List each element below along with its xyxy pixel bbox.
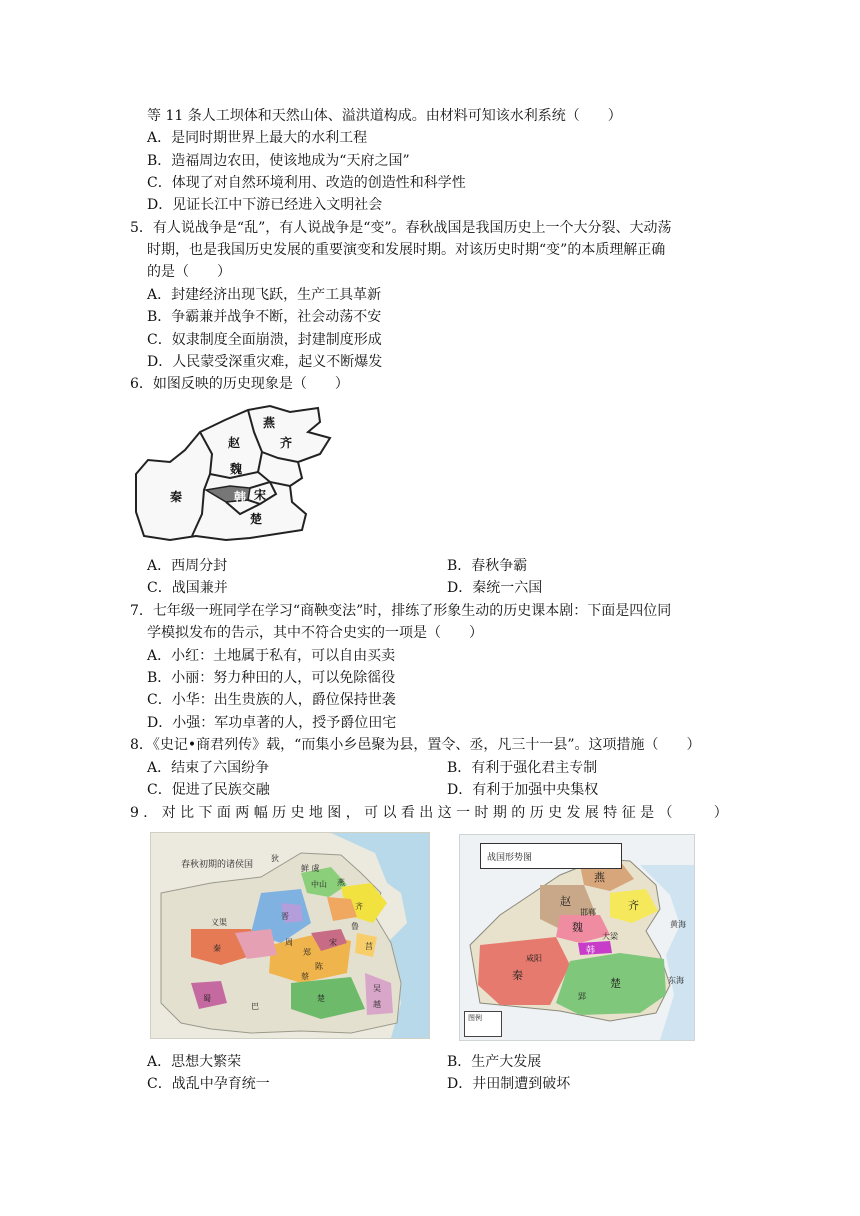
q9-map1-label: 越 xyxy=(373,1000,381,1009)
q9-map1-label: 狄 xyxy=(271,854,279,863)
q8-stem: 8．《史记•商君列传》载，“而集小乡邑聚为县，置令、丞，凡三十一县”。这项措施（ ） xyxy=(130,737,701,753)
q4-option-b[interactable]: B．造福周边农田，使该地成为“天府之国” xyxy=(147,153,410,169)
q6-map-label: 齐 xyxy=(280,436,293,450)
q7-option-d[interactable]: D．小强：军功卓著的人，授予爵位田宅 xyxy=(147,715,397,731)
q6-map-label: 秦 xyxy=(170,490,183,504)
q9-map1-label: 义渠 xyxy=(211,918,227,927)
q9-map-warring-states xyxy=(459,834,695,1041)
q9-map1-label: 郑 xyxy=(303,948,311,957)
q9-map1-label: 鲁 xyxy=(351,922,359,931)
q5-option-a[interactable]: A．封建经济出现飞跃，生产工具革新 xyxy=(147,287,382,303)
q9-map1-label: 吴 xyxy=(373,984,381,993)
q7-option-b[interactable]: B．小丽：努力种田的人，可以免除徭役 xyxy=(147,670,396,686)
q9-map1-title: 春秋初期的诸侯国 xyxy=(181,860,254,870)
q9-map2-label: 赵 xyxy=(560,895,571,908)
q9-map1-label: 周 xyxy=(285,938,293,947)
q6-map-label: 韩 xyxy=(234,490,247,504)
q9-map2-label: 齐 xyxy=(628,899,639,912)
q6-option-b[interactable]: B．春秋争霸 xyxy=(447,558,528,574)
q9-map1-label: 中山 xyxy=(311,880,327,889)
q9-map2-label: 秦 xyxy=(512,969,523,982)
q5-stem-line1: 5．有人说战争是“乱”，有人说战争是“变”。春秋战国是我国历史上一个大分裂、大动荡 xyxy=(130,220,672,236)
q9-map2-label: 郢 xyxy=(578,992,586,1001)
q9-map1-label: 陈 xyxy=(315,962,323,971)
q6-stem: 6．如图反映的历史现象是（ ） xyxy=(130,376,349,392)
q9-map1-label: 莒 xyxy=(365,942,373,951)
q9-option-a[interactable]: A．思想大繁荣 xyxy=(147,1054,242,1070)
q9-map2-title-box xyxy=(480,843,622,869)
q4-option-a[interactable]: A．是同时期世界上最大的水利工程 xyxy=(147,130,368,146)
q9-map-spring-autumn xyxy=(150,832,430,1039)
q9-map2-legend xyxy=(464,1011,502,1037)
q6-map-label: 燕 xyxy=(263,416,276,430)
q9-map1-label: 晋 xyxy=(281,912,289,921)
q6-map-label: 楚 xyxy=(250,512,263,526)
q9-option-b[interactable]: B．生产大发展 xyxy=(447,1054,542,1070)
q7-option-c[interactable]: C．小华：出生贵族的人，爵位保持世袭 xyxy=(147,692,396,708)
q9-option-c[interactable]: C．战乱中孕育统一 xyxy=(147,1076,270,1092)
q6-map-label: 魏 xyxy=(230,462,243,476)
q9-map2-label: 咸阳 xyxy=(526,954,542,963)
q9-map1-label: 宋 xyxy=(329,938,337,947)
q9-map2-label: 东海 xyxy=(668,976,684,985)
q9-map1-label: 齐 xyxy=(355,902,363,911)
q9-map1-label: 蜀 xyxy=(203,994,211,1003)
q6-option-a[interactable]: A．西周分封 xyxy=(147,558,228,574)
q8-option-c[interactable]: C．促进了民族交融 xyxy=(147,782,270,798)
q9-map1-label: 巴 xyxy=(251,1002,259,1011)
q9-map2-label: 韩 xyxy=(586,946,596,956)
q4-option-c[interactable]: C．体现了对自然环境利用、改造的创造性和科学性 xyxy=(147,175,466,191)
q6-option-d[interactable]: D．秦统一六国 xyxy=(447,580,543,596)
q9-map2-label: 魏 xyxy=(572,921,583,934)
q9-map2-label: 燕 xyxy=(594,871,605,884)
q9-map1-label: 燕 xyxy=(337,878,345,887)
q5-stem-line2: 时期，也是我国历史发展的重要演变和发展时期。对该历史时期“变”的本质理解正确 xyxy=(147,242,666,258)
q9-map1-label: 蔡 xyxy=(301,972,309,981)
q9-option-d[interactable]: D．井田制遭到破坏 xyxy=(447,1076,571,1092)
q9-map2-label: 楚 xyxy=(610,977,621,990)
q6-map-label: 宋 xyxy=(254,488,267,502)
q6-map xyxy=(130,402,345,547)
q6-map-label: 赵 xyxy=(228,436,241,450)
q8-option-a[interactable]: A．结束了六国纷争 xyxy=(147,760,270,776)
q9-map1-label: 楚 xyxy=(317,994,325,1003)
q9-map1-label: 秦 xyxy=(213,944,221,953)
q8-option-d[interactable]: D．有利于加强中央集权 xyxy=(447,782,599,798)
q4-stem-tail: 等 11 条人工坝体和天然山体、溢洪道构成。由材料可知该水利系统（ ） xyxy=(147,108,622,124)
q8-option-b[interactable]: B．有利于强化君主专制 xyxy=(447,760,598,776)
q9-map2-label: 大梁 xyxy=(602,932,618,941)
q7-stem-line2: 学模拟发布的告示，其中不符合史实的一项是（ ） xyxy=(147,625,483,641)
q7-option-a[interactable]: A．小红：土地属于私有，可以自由买卖 xyxy=(147,648,396,664)
q4-option-d[interactable]: D．见证长江中下游已经进入文明社会 xyxy=(147,197,383,213)
q9-map2-label: 黄海 xyxy=(670,920,686,929)
q5-option-b[interactable]: B．争霸兼并战争不断，社会动荡不安 xyxy=(147,309,382,325)
q7-stem-line1: 7．七年级一班同学在学习“商鞅变法”时，排练了形象生动的历史课本剧：下面是四位同 xyxy=(130,603,672,619)
q5-option-d[interactable]: D．人民蒙受深重灾难，起义不断爆发 xyxy=(147,354,383,370)
q9-map1-label: 鲜 虞 xyxy=(301,864,320,873)
q5-stem-line3: 的是（ ） xyxy=(147,264,231,280)
q9-map2-label: 邯郸 xyxy=(580,908,596,917)
q5-option-c[interactable]: C．奴隶制度全面崩溃，封建制度形成 xyxy=(147,332,382,348)
q6-option-c[interactable]: C．战国兼并 xyxy=(147,580,228,596)
q9-map2-legend-title: 图例 xyxy=(468,1014,482,1022)
q9-stem: 9．对比下面两幅历史地图，可以看出这一时期的历史发展特征是（ ） xyxy=(130,805,733,821)
q9-map2-title: 战国形势图 xyxy=(487,853,533,863)
